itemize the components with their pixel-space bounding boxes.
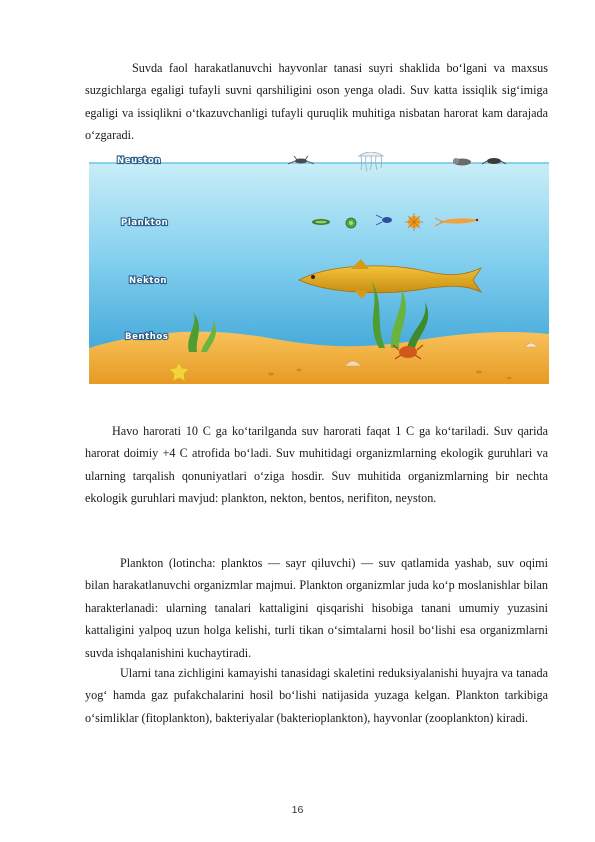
zone-label-nekton: Nekton bbox=[129, 276, 168, 286]
plankton-green-alga-icon bbox=[346, 218, 356, 228]
zone-label-benthos: Benthos bbox=[125, 332, 169, 342]
aquatic-zones-figure bbox=[89, 152, 549, 384]
aquatic-zones-illustration bbox=[89, 152, 549, 384]
paragraph-temperature: Havo harorati 10 C ga ko‘tarilganda suv harorati faqat 1 C ga ko‘tariladi. Suv qarida harorat doimiy +4 C atrofida bo‘ladi. Suv muhitidagi organizmlarning ekologik guruhlari va ularning tarqalish qonuniyatlari o‘ziga hosdir. Suv muhitida organizmlarning bir nechta ekologik guruhlari mavjud: plankton, nekton, bentos, nerifiton, neyston. bbox=[85, 424, 548, 506]
page-number: 16 bbox=[291, 804, 304, 816]
plankton-diatom-icon bbox=[312, 219, 330, 225]
paragraph-water-movement: Suvda faol harakatlanuvchi hayvonlar tanasi suyri shaklida bo‘lgani va maxsus suzgichlarga egaligi tufayli suvni qarshiligini oson yenga oladi. Suv katta issiqlik sig‘imiga egaligi va issiqlikni o‘tkazuvchanligi tufayli quruqlik muhitiga nisbatan harorat kam darajada o‘zgaradi. bbox=[85, 61, 548, 143]
zone-label-neuston: Neuston bbox=[117, 156, 162, 166]
paragraph-plankton-definition: Plankton (lotincha: planktos — sayr qiluvchi) — suv qatlamida yashab, suv oqimi bilan harakatlanuvchi organizmlar majmui. Plankton organizmlar juda ko‘p moslanishlar bilan harakterlanadi: ularning tanalari kattaligini qisqarishi hisobiga tanani umumiy yuzasini kattaligini yalpoq uzun holga kelishi, turli tikan o‘simtalarni hosil bo‘lishi esa organizmlarni suvda ishqalanishini kuchaytiradi. bbox=[85, 556, 548, 660]
zone-label-plankton: Plankton bbox=[121, 218, 169, 228]
paragraph-plankton-composition: Ularni tana zichligini kamayishi tanasidagi skaletini reduksiyalanishi huyajra va tanada yog‘ hamda gaz pufakchalarini hosil bo‘lishi natijasida yuzaga kelgan. Plankton tarkibiga o‘simliklar (fitoplankton), bakteriyalar (bakterioplankton), hayvonlar (zooplankton) kiradi. bbox=[85, 666, 548, 725]
